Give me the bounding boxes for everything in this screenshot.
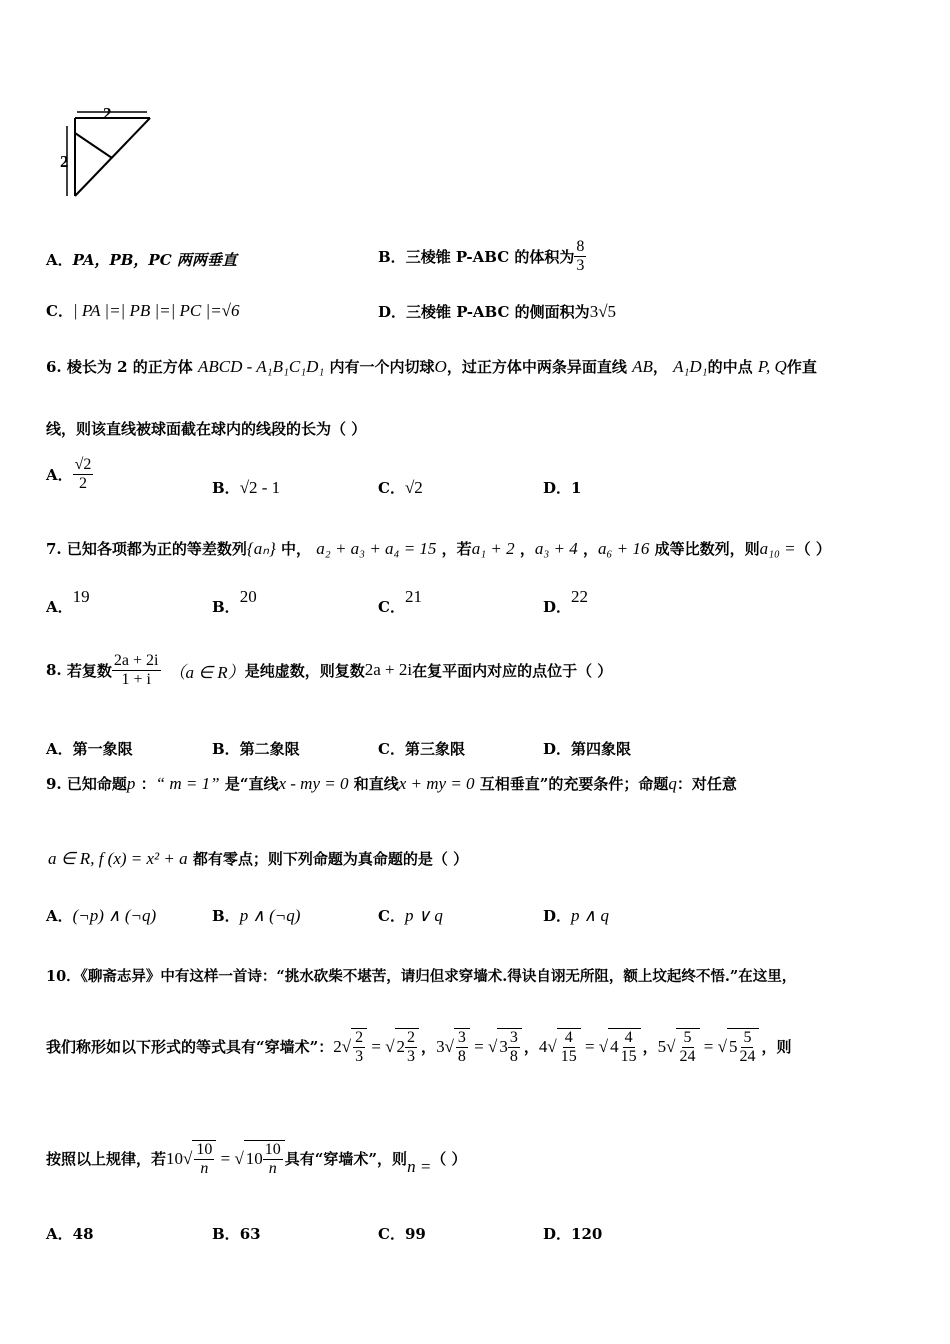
q8-option-d[interactable]: D．第四象限	[543, 740, 632, 758]
q8-option-a[interactable]: A．第一象限	[46, 740, 133, 758]
wall-equation: 2 √ $\frac{2}{3}$ = √ 2 $\frac{2}{3}$	[333, 1028, 419, 1065]
option-text: 三棱锥 P-ABC 的体积为	[405, 247, 575, 266]
q7-option-d[interactable]: D．22	[543, 587, 589, 616]
q8-option-c[interactable]: C．第三象限	[378, 740, 465, 758]
q9-option-c[interactable]: C．p ∨ q	[378, 906, 443, 925]
q10-stem-line2: 我们称形如以下形式的等式具有“穿墙术”： 2 √ $\frac{2}{3}$ = √ 2 $\frac{2}{3}$ ， 3 √ $\frac{3}{8}$ = √ 3 $\frac{3}{8}$ ， 4 √ $\frac{4}{15}$ = √ 4 $\frac{4}{15}$ ， 5 √ $\frac{5}{24}$ = √ 5 $\frac{5}{24}$ ，则	[46, 1029, 792, 1065]
wall-equation: 5 √ $\frac{5}{24}$ = √ 5 $\frac{5}{24}$	[658, 1028, 760, 1065]
q5-option-d[interactable]	[378, 301, 616, 322]
q6-stem-line1: 6. 棱长为 2 的正方体 ABCD - A₁B₁C₁D₁ 内有一个内切球O，过正方体中两条异面直线 AB， A₁D₁的中点 P, Q作直	[46, 357, 817, 376]
option-letter: B．	[378, 247, 406, 266]
q8-option-b[interactable]: B．第二象限	[212, 740, 300, 758]
q6-option-c[interactable]: C．√2	[378, 478, 423, 497]
q9-stem-line1: 9. 已知命题p ：“ m = 1” 是“直线x - my = 0 和直线x + my = 0 互相垂直”的充要条件；命题q：对任意	[46, 774, 737, 793]
fraction: $\frac{8}{3}$	[576, 238, 585, 274]
q9-option-d[interactable]: D．p ∧ q	[543, 906, 609, 925]
q5-option-a[interactable]	[46, 249, 237, 270]
q9-stem-line2: a ∈ R, f (x) = x² + a 都有零点；则下列命题为真命题的是（ ）	[48, 849, 469, 868]
q10-option-d[interactable]: D．120	[543, 1225, 603, 1243]
wall-equation: 4 √ $\frac{4}{15}$ = √ 4 $\frac{4}{15}$	[539, 1028, 641, 1065]
q10-stem-line3: 按照以上规律，若 10 √ $\frac{10}{n}$ = √ 10 $\frac{10}{n}$ 具有“穿墙术”，则 n = （ ）	[46, 1141, 467, 1177]
q10-option-a[interactable]: A．48	[46, 1225, 94, 1243]
wall-equation: 3 √ $\frac{3}{8}$ = √ 3 $\frac{3}{8}$	[436, 1028, 522, 1065]
q5-option-b[interactable]	[378, 238, 586, 274]
q7-option-a[interactable]: A．19	[46, 587, 90, 616]
q6-option-d[interactable]: D．1	[543, 479, 582, 497]
separator: ，	[421, 1038, 437, 1057]
q6-option-a[interactable]: A． $\frac{√2}{2}$	[46, 456, 92, 492]
figure-label-left: 2	[60, 152, 69, 171]
q10-stem-line1: 10．《聊斋志异》中有这样一首诗：“挑水砍柴不堪苦，请归但求穿墙术.得诀自诩无所阻，额上坟起终不悟.”在这里，	[46, 968, 797, 985]
wall-equations	[333, 1028, 761, 1065]
option-letter: C．	[46, 302, 73, 320]
option-letter: A．	[46, 251, 73, 269]
q6-option-b[interactable]: B．√2 - 1	[212, 478, 281, 497]
q7-stem: 7. 已知各项都为正的等差数列{aₙ} 中， a₂ + a₃ + a₄ = 15 ，若a₁ + 2 ，a₃ + 4 ，a₆ + 16 成等比数列，则a₁₀ =（ ）	[46, 539, 831, 558]
q10-option-b[interactable]: B．63	[212, 1225, 261, 1243]
q9-option-a[interactable]: A．(¬p) ∧ (¬q)	[46, 906, 157, 925]
option-text: PA，PB，PC 两两垂直	[72, 251, 237, 269]
option-math: 3√5	[589, 302, 617, 321]
option-letter: D．	[378, 303, 407, 321]
separator: ，	[523, 1038, 539, 1057]
q8-stem: 8. 若复数 $\frac{2a + 2i}{1 + i}$ （a ∈ R） 是纯虚数，则复数 2a + 2i 在复平面内对应的点位于（ ）	[46, 652, 613, 688]
q6-stem-line2: 线，则该直线被球面截在球内的线段的长为（ ）	[46, 420, 367, 438]
separator: ，	[642, 1038, 658, 1057]
option-math: | PA |=| PB |=| PC |=√6	[72, 301, 240, 320]
q9-option-b[interactable]: B．p ∧ (¬q)	[212, 906, 301, 925]
q10-option-c[interactable]: C．99	[378, 1225, 426, 1243]
q5-option-c[interactable]	[46, 300, 240, 321]
q7-option-c[interactable]: C．21	[378, 587, 422, 616]
q7-option-b[interactable]: B．20	[212, 587, 257, 616]
option-text: 三棱锥 P-ABC 的侧面积为	[406, 303, 590, 321]
figure-label-top: 2	[103, 104, 112, 123]
